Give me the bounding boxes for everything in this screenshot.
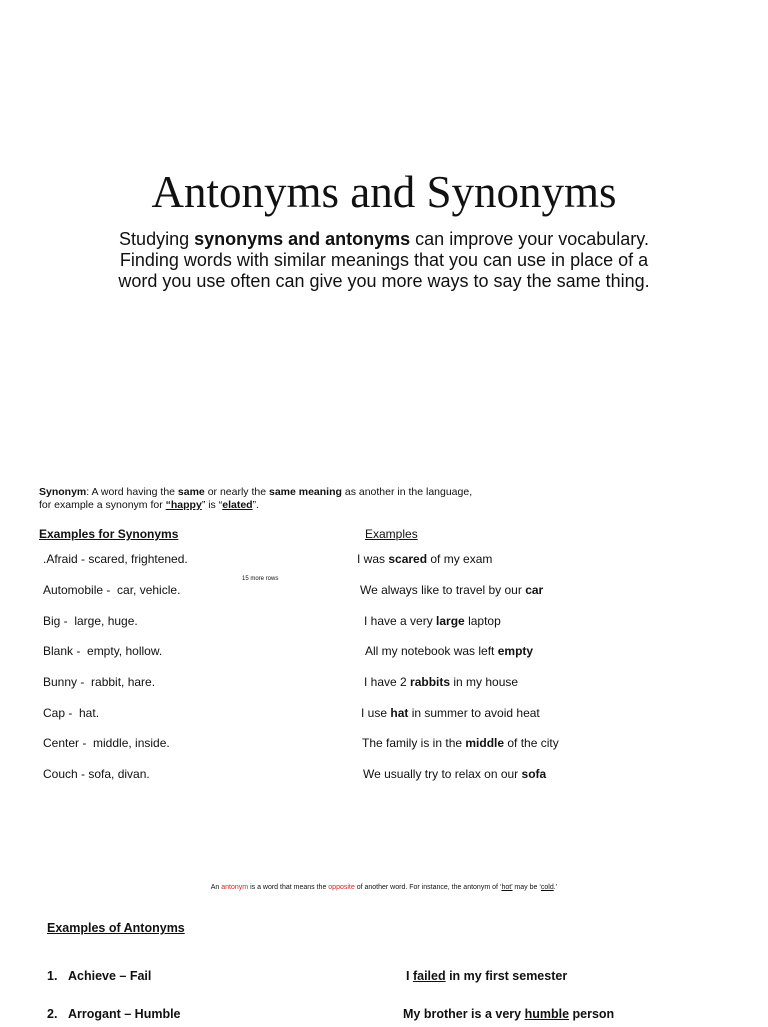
definition-text: as another in the language, (341, 486, 473, 498)
synonym-word: Blank - empty, hollow. (43, 644, 163, 658)
synonym-example: The family is in the middle of the city (362, 736, 559, 750)
antonym-example: I failed in my first semester (406, 969, 568, 983)
synonyms-header: Examples for Synonyms (39, 527, 179, 541)
definition-text: ” is “ (201, 499, 223, 511)
intro-bold: synonyms and antonyms (194, 229, 411, 249)
definition-text: for example a synonym for (39, 499, 166, 511)
synonym-row (0, 552, 768, 572)
synonym-example: We always like to travel by our car (360, 583, 544, 597)
intro-paragraph (100, 229, 668, 292)
synonym-example: We usually try to relax on our sofa (363, 767, 547, 781)
antonym-definition: An antonym is a word that means the opposite of another word. For instance, the antonym of ‘hot’ may be ‘cold.’ (210, 884, 558, 891)
synonym-term: Synonym (39, 486, 87, 498)
synonym-example: I use hat in summer to avoid heat (361, 706, 540, 720)
synonym-definition (39, 486, 472, 512)
synonym-example: I have 2 rabbits in my house (364, 675, 519, 689)
definition-bold: “happy (165, 499, 202, 511)
synonym-row (0, 614, 768, 634)
synonym-example: I was scared of my exam (357, 552, 493, 566)
antonym-term: antonym (221, 884, 249, 891)
synonym-row (0, 675, 768, 695)
intro-text-rest: can improve your vocabulary. Finding words with similar meanings that you can use in place of a word you use often can give you more ways to say the same thing. (118, 229, 650, 291)
list-number: 1. (47, 969, 58, 983)
antonym-pair: Achieve – Fail (68, 969, 152, 983)
opposite-term: opposite (328, 884, 355, 891)
synonym-row (0, 583, 768, 603)
definition-text: : A word having the (86, 486, 178, 498)
examples-header: Examples (365, 527, 418, 541)
page-title: Antonyms and Synonyms (151, 167, 617, 217)
intro-text: Studying (119, 229, 195, 249)
antonyms-header: Examples of Antonyms (47, 921, 185, 935)
synonym-row (0, 706, 768, 726)
definition-text: ”. (252, 499, 260, 511)
antonym-row (0, 969, 768, 989)
synonym-word: Couch - sofa, divan. (43, 767, 150, 781)
definition-bold: elated (222, 499, 253, 511)
antonym-example: My brother is a very humble person (403, 1007, 615, 1021)
synonym-word: Big - large, huge. (43, 614, 138, 628)
list-number: 2. (47, 1007, 58, 1021)
synonym-word: Cap - hat. (43, 706, 100, 720)
synonym-row (0, 736, 768, 756)
more-rows-note[interactable]: 15 more rows (242, 576, 279, 582)
definition-bold: same meaning (268, 486, 342, 498)
synonym-row (0, 767, 768, 787)
antonym-pair: Arrogant – Humble (68, 1007, 181, 1021)
synonym-row (0, 644, 768, 664)
synonym-example: I have a very large laptop (364, 614, 501, 628)
definition-bold: same (177, 486, 205, 498)
synonym-word: .Afraid - scared, frightened. (43, 552, 188, 566)
synonym-word: Automobile - car, vehicle. (43, 583, 181, 597)
synonym-word: Center - middle, inside. (43, 736, 170, 750)
synonym-example: All my notebook was left empty (365, 644, 534, 658)
antonym-row (0, 1007, 768, 1027)
definition-text: or nearly the (204, 486, 269, 498)
synonym-word: Bunny - rabbit, hare. (43, 675, 156, 689)
